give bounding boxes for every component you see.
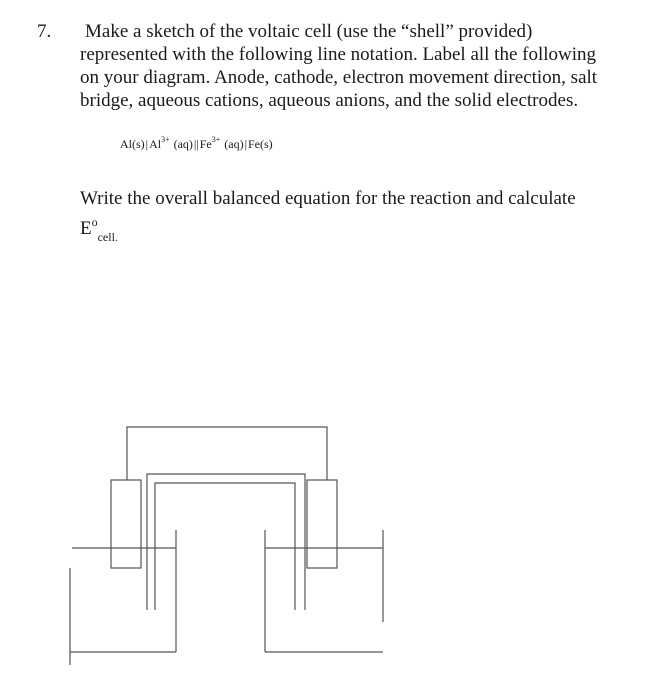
phase-boundary-2: | [244, 137, 247, 151]
phase-boundary-1: | [145, 137, 149, 151]
cathode-ion-charge: 3+ [211, 135, 221, 144]
e-symbol: E [80, 218, 92, 239]
anode-ion-state: (aq) [173, 137, 193, 151]
end-mark: . [114, 230, 118, 244]
salt-bridge-outer [147, 474, 305, 610]
degree-symbol: o [91, 215, 98, 229]
anode-ion: Al [149, 137, 162, 151]
prompt-line-4: bridge, aqueous cations, aqueous anions, and the solid electrodes. [80, 90, 579, 111]
left-electrode [111, 480, 141, 568]
cathode-ion: Fe [199, 137, 212, 151]
prompt-line-3: on your diagram. Anode, cathode, electron movement direction, salt [80, 67, 598, 88]
salt-bridge-symbol: || [193, 137, 199, 151]
anode-solid: Al(s) [120, 137, 145, 151]
cathode-ion-state: (aq) [224, 137, 244, 151]
question-number: 7. [37, 21, 52, 42]
cell-subscript: cell [97, 230, 115, 244]
cathode-solid: Fe(s) [247, 137, 273, 151]
external-wire [127, 427, 327, 480]
anode-ion-charge: 3+ [161, 135, 170, 144]
prompt-line-1: Make a sketch of the voltaic cell (use the “shell” provided) [85, 21, 533, 42]
prompt-line-2: represented with the following line notation. Label all the following [80, 44, 597, 65]
right-electrode [307, 480, 337, 568]
instruction-line-1: Write the overall balanced equation for the reaction and calculate [80, 188, 576, 209]
